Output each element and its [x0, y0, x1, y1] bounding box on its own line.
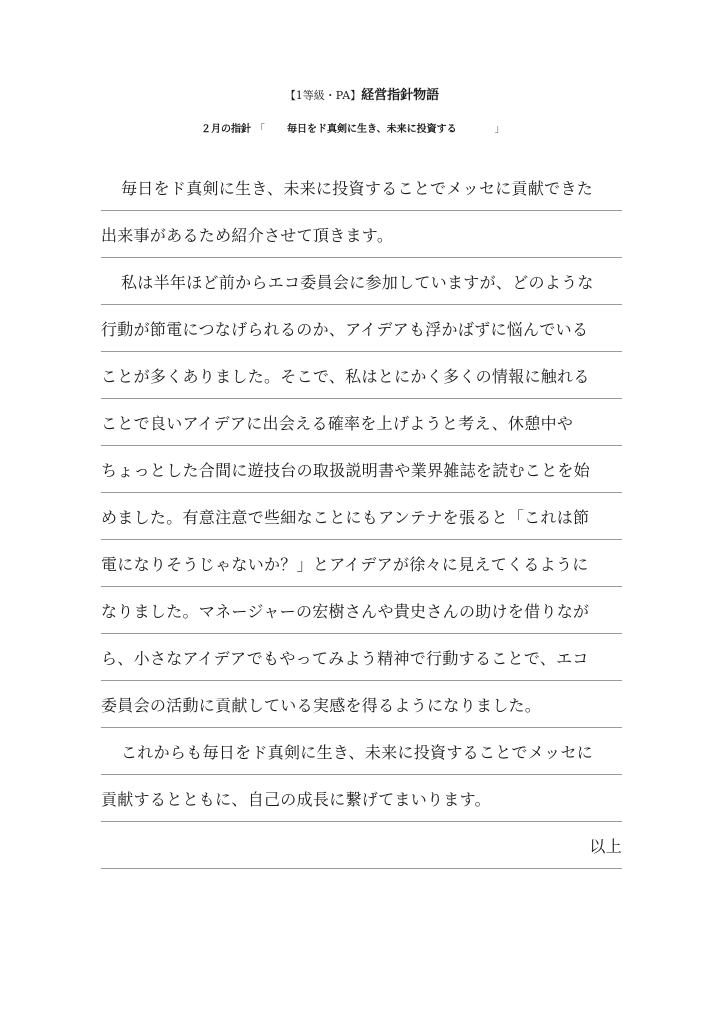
body-line: 行動が節電につなげられるのか、アイデアも浮かばずに悩んでいる: [101, 320, 589, 339]
body-line: 出来事があるため紹介させて頂きます。: [101, 226, 394, 245]
ruled-line: [101, 681, 622, 728]
body-line: 貢献するとともに、自己の成長に繋げてまいります。: [101, 790, 491, 809]
ruled-line: [101, 540, 622, 587]
ruled-line: [101, 775, 622, 822]
guideline-label: ２月の指針: [201, 124, 251, 135]
ruled-line: [101, 164, 622, 211]
ruled-line: [101, 211, 622, 258]
ruled-line: [101, 258, 622, 305]
body-line: めました。有意注意で些細なことにもアンテナを張ると「これは節: [101, 508, 590, 527]
ruled-line: [101, 352, 622, 399]
body-line: ことが多くありました。そこで、私はとにかく多くの情報に触れる: [101, 367, 590, 386]
ruled-line: [101, 399, 622, 446]
body-line: なりました。マネージャーの宏樹さんや貴史さんの助けを借りなが: [101, 602, 590, 621]
body-line: 私は半年ほど前からエコ委員会に参加していますが、どのような: [121, 273, 594, 292]
body-line: 電になりそうじゃないか？」とアイデアが徐々に見えてくるように: [101, 555, 589, 574]
body-line: これからも毎日をド真剣に生き、未来に投資することでメッセに: [121, 743, 594, 762]
document-title: [0, 86, 724, 106]
ruled-line: [101, 587, 622, 634]
ruled-line: [101, 822, 622, 869]
body-line: ことで良いアイデアに出会える確率を上げようと考え、休憩中や: [101, 414, 574, 433]
body-line: 委員会の活動に貢献している実感を得るようになりました。: [101, 696, 542, 715]
ruled-body: [101, 164, 622, 869]
guideline-text: 毎日をド真剣に生き、未来に投資する: [287, 124, 457, 135]
ruled-line: [101, 493, 622, 540]
monthly-guideline: [201, 121, 505, 139]
guideline-bracket-close: 」: [494, 124, 505, 135]
ruled-line: [101, 446, 622, 493]
title-main: 経営指針物語: [361, 88, 440, 103]
guideline-bracket-open: 「: [255, 124, 265, 135]
body-line: ちょっとした合間に遊技台の取扱説明書や業界雑誌を読むことを始: [101, 461, 591, 480]
closing-text: 以上: [589, 837, 622, 856]
body-line: ら、小さなアイデアでもやってみよう精神で行動することで、エコ: [101, 649, 589, 668]
ruled-line: [101, 634, 622, 681]
ruled-line: [101, 728, 622, 775]
ruled-line: [101, 305, 622, 352]
title-prefix: 【1等級・PA】: [284, 89, 362, 102]
body-line: 毎日をド真剣に生き、未来に投資することでメッセに貢献できた: [121, 179, 594, 198]
